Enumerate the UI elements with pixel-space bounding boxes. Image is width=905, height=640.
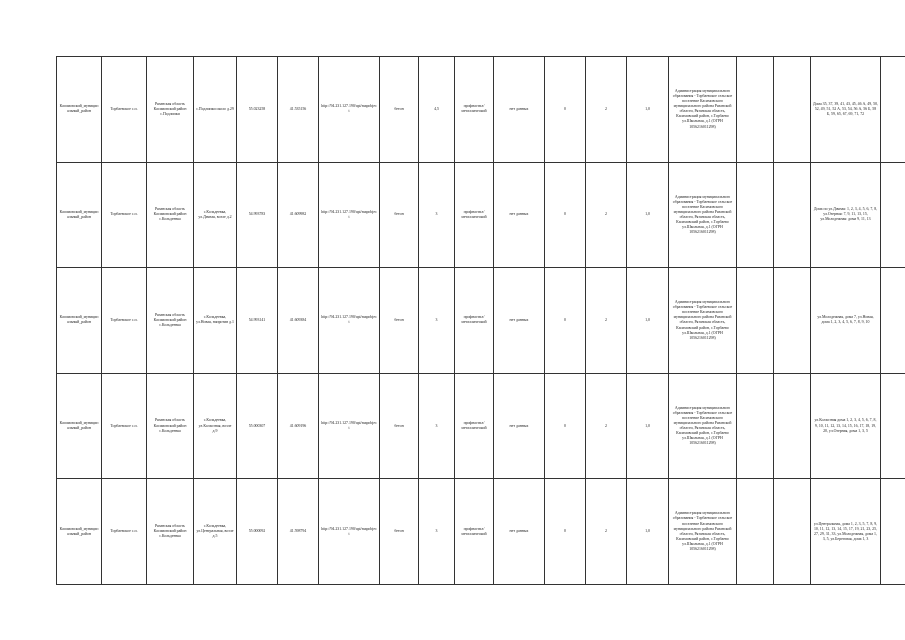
no-data-cell: нет данных [494,268,545,374]
longitude-cell: 41.609982 [278,162,319,268]
map-link-cell[interactable]: http://94.231.127.190/api/mapobject [319,162,380,268]
empty-cell-1 [737,268,774,374]
containers-count-cell: 0 [545,479,586,585]
fence-material-cell: профнастил/металлический [455,57,494,163]
containers-planned-cell: 2 [586,162,627,268]
map-link-cell[interactable]: http://94.231.127.190/api/mapobject [319,479,380,585]
district-cell: Касимовский_муниципальный_район [57,162,102,268]
empty-cell-3 [881,162,905,268]
served-houses-cell: Дома по ул.Дачная: 1, 2, 3, 4, 5, 6, 7, 8, ул.Озерная: 7, 9, 11, 13, 15, ул.Молодежная: дома 9, 11, 13 [811,162,881,268]
surface-cell: бетон [380,268,419,374]
container-volume-cell: 1,0 [627,162,669,268]
empty-cell-2 [774,57,811,163]
containers-planned-cell: 2 [586,373,627,479]
settlement-cell: Торбаевское с.п. [102,373,147,479]
map-link-cell[interactable]: http://94.231.127.190/api/mapobject [319,373,380,479]
no-data-cell: нет данных [494,162,545,268]
locality-cell: Рязанская область Касимовский район с.Кольдеевка [147,479,194,585]
locality-cell: Рязанская область Касимовский район с.Кольдеевка [147,373,194,479]
area-cell: 3 [419,373,455,479]
containers-count-cell: 0 [545,162,586,268]
surface-cell: бетон [380,57,419,163]
container-volume-cell: 1,0 [627,268,669,374]
containers-count-cell: 0 [545,373,586,479]
longitude-cell: 41.609384 [278,268,319,374]
district-cell: Касимовский_муниципальный_район [57,268,102,374]
no-data-cell: нет данных [494,57,545,163]
empty-cell-2 [774,162,811,268]
surface-cell: бетон [380,479,419,585]
surface-cell: бетон [380,162,419,268]
area-cell: 4,5 [419,57,455,163]
longitude-cell: 41.535156 [278,57,319,163]
map-link-cell[interactable]: http://94.231.127.190/api/mapobject [319,57,380,163]
served-houses-cell: Дома 35, 37, 39, 41, 43, 45, 46 А, 49, 50, 52, 49, 51, 52 А, 53, 54, 56 А, 56 Б, 58 Б, 59, 65, 67, 69, 71, 72 [811,57,881,163]
area-cell: 3 [419,162,455,268]
table-row [57,479,905,585]
container-volume-cell: 1,0 [627,57,669,163]
containers-planned-cell: 2 [586,268,627,374]
served-houses-cell: ул.Молодежная, дома 7, ул.Новая, дома 1, 2, 3, 4, 5, 6, 7, 8, 9, 10 [811,268,881,374]
latitude-cell: 54.993141 [237,268,278,374]
owner-cell: Администрация муниципального образования - Торбаевское сельское поселение Касимовского муниципального района Рязанской области, Рязанская область, Касимовский район, с.Торбаево ул.Школьная, д.1 (ОГРН 1056216011298) [669,162,737,268]
address-cell: с.Кольдеевка, ул.Центральная, возле д.5 [194,479,237,585]
area-cell: 3 [419,479,455,585]
fence-material-cell: профнастил/металлический [455,373,494,479]
locality-cell: Рязанская область Касимовский район с.Кольдеевка [147,268,194,374]
data-table [56,56,905,585]
settlement-cell: Торбаевское с.п. [102,479,147,585]
empty-cell-1 [737,373,774,479]
district-cell: Касимовский_муниципальный_район [57,373,102,479]
empty-cell-2 [774,268,811,374]
container-volume-cell: 1,0 [627,373,669,479]
address-cell: с.Кольдеевка, ул.Дачная, возле д.2 [194,162,237,268]
served-houses-cell: ул.Центральная, дома 1, 2, 3, 5, 7, 8, 9, 10, 11, 12, 13, 14, 15, 17, 19, 21, 23, 25, 27, 29, 31, 33, ул.Молодежная, дома 1, 3, 5, ул.Береговая, дома 1, 3 [811,479,881,585]
no-data-cell: нет данных [494,373,545,479]
address-cell: с.Кольдеевка, ул.Колхозная, возле д.9 [194,373,237,479]
owner-cell: Администрация муниципального образования - Торбаевское сельское поселение Касимовского муниципального района Рязанской области, Рязанская область, Касимовский район, с.Торбаево ул.Школьная, д.1 (ОГРН 1056216011298) [669,57,737,163]
locality-cell: Рязанская область Касимовский район с.Подлипки [147,57,194,163]
longitude-cell: 41.598794 [278,479,319,585]
empty-cell-3 [881,268,905,374]
empty-cell-1 [737,162,774,268]
empty-cell-3 [881,479,905,585]
latitude-cell: 55.023258 [237,57,278,163]
owner-cell: Администрация муниципального образования - Торбаевское сельское поселение Касимовского муниципального района Рязанской области, Рязанская область, Касимовский район, с.Торбаево ул.Школьная, д.1 (ОГРН 1056216011298) [669,479,737,585]
empty-cell-2 [774,373,811,479]
surface-cell: бетон [380,373,419,479]
area-cell: 3 [419,268,455,374]
table-row [57,373,905,479]
table-row [57,57,905,163]
map-link-cell[interactable]: http://94.231.127.190/api/mapobject [319,268,380,374]
table-row [57,162,905,268]
containers-count-cell: 0 [545,268,586,374]
empty-cell-3 [881,373,905,479]
table-row [57,268,905,374]
empty-cell-1 [737,479,774,585]
settlement-cell: Торбаевское с.п. [102,57,147,163]
containers-planned-cell: 2 [586,57,627,163]
fence-material-cell: профнастил/металлический [455,268,494,374]
longitude-cell: 41.609196 [278,373,319,479]
district-cell: Касимовский_муниципальный_район [57,57,102,163]
locality-cell: Рязанская область Касимовский район с.Кольдеевка [147,162,194,268]
empty-cell-3 [881,57,905,163]
address-cell: с.Кольдеевка, ул.Новая, напротив д.1 [194,268,237,374]
district-cell: Касимовский_муниципальный_район [57,479,102,585]
empty-cell-2 [774,479,811,585]
address-cell: с.Подлипки около д.29 [194,57,237,163]
settlement-cell: Торбаевское с.п. [102,162,147,268]
latitude-cell: 55.000092 [237,479,278,585]
fence-material-cell: профнастил/металлический [455,479,494,585]
fence-material-cell: профнастил/металлический [455,162,494,268]
empty-cell-1 [737,57,774,163]
settlement-cell: Торбаевское с.п. [102,268,147,374]
containers-planned-cell: 2 [586,479,627,585]
owner-cell: Администрация муниципального образования - Торбаевское сельское поселение Касимовского муниципального района Рязанской области, Рязанская область, Касимовский район, с.Торбаево ул.Школьная, д.1 (ОГРН 1056216011298) [669,268,737,374]
containers-count-cell: 0 [545,57,586,163]
container-volume-cell: 1,0 [627,479,669,585]
no-data-cell: нет данных [494,479,545,585]
latitude-cell: 55.000307 [237,373,278,479]
latitude-cell: 54.993783 [237,162,278,268]
owner-cell: Администрация муниципального образования - Торбаевское сельское поселение Касимовского муниципального района Рязанской области, Рязанская область, Касимовский район, с.Торбаево ул.Школьная, д.1 (ОГРН 1056216011298) [669,373,737,479]
served-houses-cell: ул.Колхозная дома 1, 2, 3, 4, 5, 6, 7, 8, 9, 10, 11, 12, 13, 14, 15, 16, 17, 18, 19, 20, ул.Озерная, дома 1, 3, 5 [811,373,881,479]
